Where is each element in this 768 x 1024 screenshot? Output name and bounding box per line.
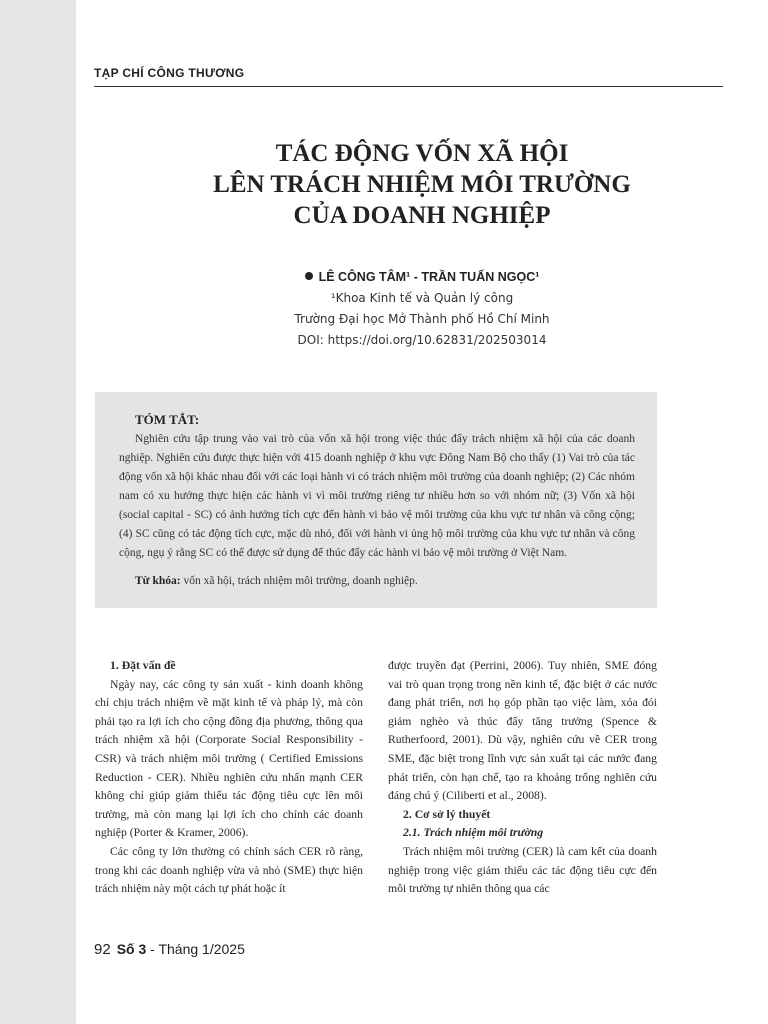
abstract-heading: TÓM TẮT: <box>135 412 200 427</box>
title-line-2: LÊN TRÁCH NHIỆM MÔI TRƯỜNG <box>213 171 631 198</box>
left-paragraph-1: Ngày nay, các công ty sản xuất - kinh doanh không chỉ chịu trách nhiệm về mặt kinh tế và pháp lý, mà còn phải tạo ra lợi ích cho cộng đồng địa phương, thông qua trách nhiệm xã hội (Corporate Social Responsibility - CSR) và trách nhiệm môi trường ( Certified Emissions Reduction - CER). Nhiều nghiên cứu nhấn mạnh CER không chỉ giúp giảm thiểu tác động tiêu cực lên môi trường, mà còn mang lại lợi ích cho chính các doanh nghiệp (Porter & Kramer, 2006). <box>95 677 363 840</box>
keywords-line <box>135 575 418 587</box>
title-line-1: TÁC ĐỘNG VỐN XÃ HỘI <box>275 140 569 167</box>
title-line-3: CỦA DOANH NGHIỆP <box>293 202 551 229</box>
page-number: 92 <box>94 941 111 958</box>
author-line <box>76 270 768 284</box>
footer-separator: - <box>146 941 159 957</box>
article-title <box>76 138 768 231</box>
left-paragraph-2: Các công ty lớn thường có chính sách CER rõ ràng, trong khi các doanh nghiệp vừa và nhỏ (SME) thực hiện trách nhiệm này một cách tự phát hoặc ít <box>95 844 363 896</box>
page-footer <box>94 941 245 958</box>
section-1-heading: 1. Đặt vấn đề <box>110 659 176 672</box>
right-paragraph-1: được truyền đạt (Perrini, 2006). Tuy nhiên, SME đóng vai trò quan trọng trong nền kinh tế, đặc biệt ở các nước đang phát triển, nơi họ góp phần tạo việc làm, xóa đói giảm nghèo và thúc đẩy tăng trưởng (Spence & Rutherfoord, 2001). Dù vậy, nghiên cứu về CER trong SME, đặc biệt trong lĩnh vực sản xuất tại các nước đang phát triển, còn hạn chế, tạo ra khoảng trống nghiên cứu đáng chú ý (Ciliberti et al., 2008). <box>388 659 657 803</box>
affiliation-university: Trường Đại học Mở Thành phố Hồ Chí Minh <box>294 312 550 326</box>
journal-header: TẠP CHÍ CÔNG THƯƠNG <box>94 66 245 80</box>
subsection-2-1-heading: 2.1. Trách nhiệm môi trường <box>403 826 544 840</box>
affiliation-faculty: ¹Khoa Kinh tế và Quản lý công <box>330 291 514 305</box>
left-column <box>95 657 363 899</box>
section-2-heading: 2. Cơ sở lý thuyết <box>403 807 491 821</box>
left-margin-band <box>0 0 76 1024</box>
issue-month: Tháng 1/2025 <box>158 941 245 957</box>
doi-link[interactable]: DOI: https://doi.org/10.62831/202503014 <box>297 333 547 347</box>
keywords-text: vốn xã hội, trách nhiệm môi trường, doanh nghiệp. <box>180 575 418 587</box>
issue-number: Số 3 <box>116 941 147 957</box>
author-names: LÊ CÔNG TÂM¹ - TRẦN TUẤN NGỌC¹ <box>318 270 540 284</box>
abstract-box <box>95 392 657 608</box>
right-column <box>388 657 657 899</box>
keywords-label: Từ khóa: <box>135 575 181 587</box>
bullet-icon <box>305 272 313 280</box>
header-rule <box>94 86 723 87</box>
right-paragraph-2: Trách nhiệm môi trường (CER) là cam kết của doanh nghiệp trong việc giảm thiểu các tác động tiêu cực đến môi trường tự nhiên thông qua các <box>388 844 657 896</box>
abstract-body: Nghiên cứu tập trung vào vai trò của vốn xã hội trong việc thúc đẩy trách nhiệm xã hội của các doanh nghiệp. Nghiên cứu được thực hiện với 415 doanh nghiệp ở khu vực Đông Nam Bộ cho thấy (1) Vai trò của tác động vốn xã hội khác nhau đối với các loại hành vi có trách nhiệm môi trường của doanh nghiệp; (2) Các nhóm nam có xu hướng thực hiện các hành vi vì môi trường riêng tư nhiều hơn so với nhóm nữ; (3) Vốn xã hội (social capital - SC) có ảnh hưởng tích cực đến hành vi bảo vệ môi trường của khu vực tư nhân và công cộng; (4) SC cũng có tác động tích cực, mặc dù nhỏ, đối với hành vi ủng hộ môi trường của khu vực tư nhân và công cộng, ngụ ý rằng SC có thể được sử dụng để thúc đẩy các hành vi bảo vệ môi trường ở Việt Nam. <box>119 433 635 559</box>
